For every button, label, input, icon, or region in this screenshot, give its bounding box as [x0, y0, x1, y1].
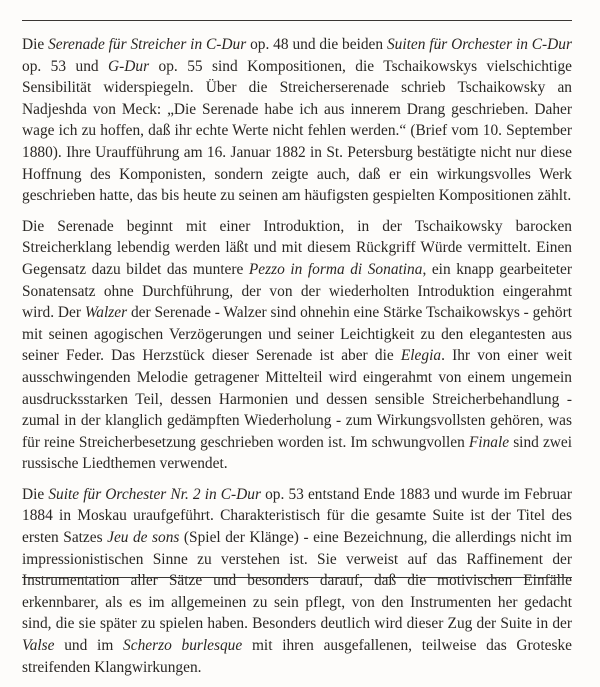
body-text: op. 53 entstand Ende 1883 und wurde im Februar 1884 in Moskau uraufgeführt. Charakteristisch für die gesamte Suite ist der Titel des ersten Satzes [22, 485, 572, 547]
italic-title-text: Pezzo in forma di Sonatina [248, 260, 423, 278]
italic-title-text: Jeu de sons [107, 529, 180, 547]
body-text: und im [54, 637, 124, 655]
italic-title-text: G-Dur [108, 57, 150, 75]
italic-title-text: Scherzo burlesque [123, 637, 243, 655]
body-text: sind zwei russische Liedthemen verwendet. [22, 433, 572, 473]
document-body [22, 34, 572, 687]
paragraph-serenade-intro [22, 34, 572, 207]
bottom-divider [22, 577, 572, 578]
body-text: Die [22, 36, 49, 53]
italic-title-text: Elegia [400, 347, 442, 365]
italic-title-text: Finale [468, 433, 510, 451]
italic-title-text: Suiten für Orchester in C-Dur [386, 36, 572, 53]
body-text: (Spiel der Klänge) - eine Bezeichnung, die allerdings nicht im impressionistischen Sinne zu verstehen ist. Sie verweist auf das Raffinement der Instrumentation aller Sätze und besonders darauf, daß die motivischen Einfälle erkennbarer, als es im allgemeinen zu sein pflegt, von den Instrumenten her gedacht sind, die sie später zu spielen haben. Besonders deutlich wird dieser Zug der Suite in der [22, 529, 573, 633]
italic-title-text: Suite für Orchester Nr. 2 in C-Dur [48, 485, 261, 503]
paragraph-suite-no2 [22, 484, 572, 678]
body-text: op. 53 und [22, 57, 109, 75]
body-text: op. 55 sind Kompositionen, die Tschaikowskys vielschichtige Sensibilität widerspiegeln. Über die Streicherserenade schrieb Tschaikowsky an Nadjeshda von Meck: „Die Serenade habe ich aus innerem Drang geschrieben. Daher wage ich zu hoffen, daß ihr echte Werte nicht fehlen werden.“ (Brief vom 10. September 1880). Ihre Uraufführung am 16. Januar 1882 in St. Petersburg bestätigte nicht nur diese Hoffnung des Komponisten, sondern zeigte auch, daß er ein wirkungsvolles Werk geschrieben hatte, das bis heute zu seinen am häufigsten gespielten Kompositionen zählt. [22, 57, 572, 205]
italic-title-text: Valse [22, 637, 55, 655]
body-text: Die Serenade beginnt mit einer Introduktion, in der Tschaikowsky barocken Streicherklang lebendig werden läßt und mit diesem Rückgriff Würde vermittelt. Einen Gegensatz dazu bildet das muntere [22, 217, 572, 278]
paragraph-serenade-movements [22, 216, 572, 475]
italic-title-text: Serenade für Streicher in C-Dur [48, 36, 247, 53]
body-text: mit ihren ausgefallenen, teilweise das Groteske streifenden Klangwirkungen. [22, 637, 572, 676]
italic-title-text: Walzer [84, 304, 128, 322]
body-text: der Serenade - Walzer sind ohnehin eine Stärke Tschaikowskys - gehört mit seinen agogischen Verzögerungen und seiner Leichtigkeit zu den elegantesten aus seiner Feder. Das Herzstück dieser Serenade ist aber die [22, 304, 573, 365]
top-divider [22, 20, 572, 21]
body-text: Die [22, 485, 49, 503]
body-text: op. 48 und die beiden [246, 36, 387, 53]
body-text: , ein knapp gearbeiteter Sonatensatz ohne Durchführung, der von der wiederholten Introduktion eingerahmt wird. Der [22, 260, 572, 322]
body-text: . Ihr von einer weit ausschwingenden Melodie getragener Mittelteil wird eingerahmt von einem ungemein ausdrucksstarken Teil, dessen Harmonien und dessen sensible Streicherbehandlung - zumal in der klanglich gedämpften Wiederholung - zum Wirkungsvollsten gehören, was für reine Streicherbesetzung geschrieben worden ist. Im schwungvollen [22, 347, 572, 451]
